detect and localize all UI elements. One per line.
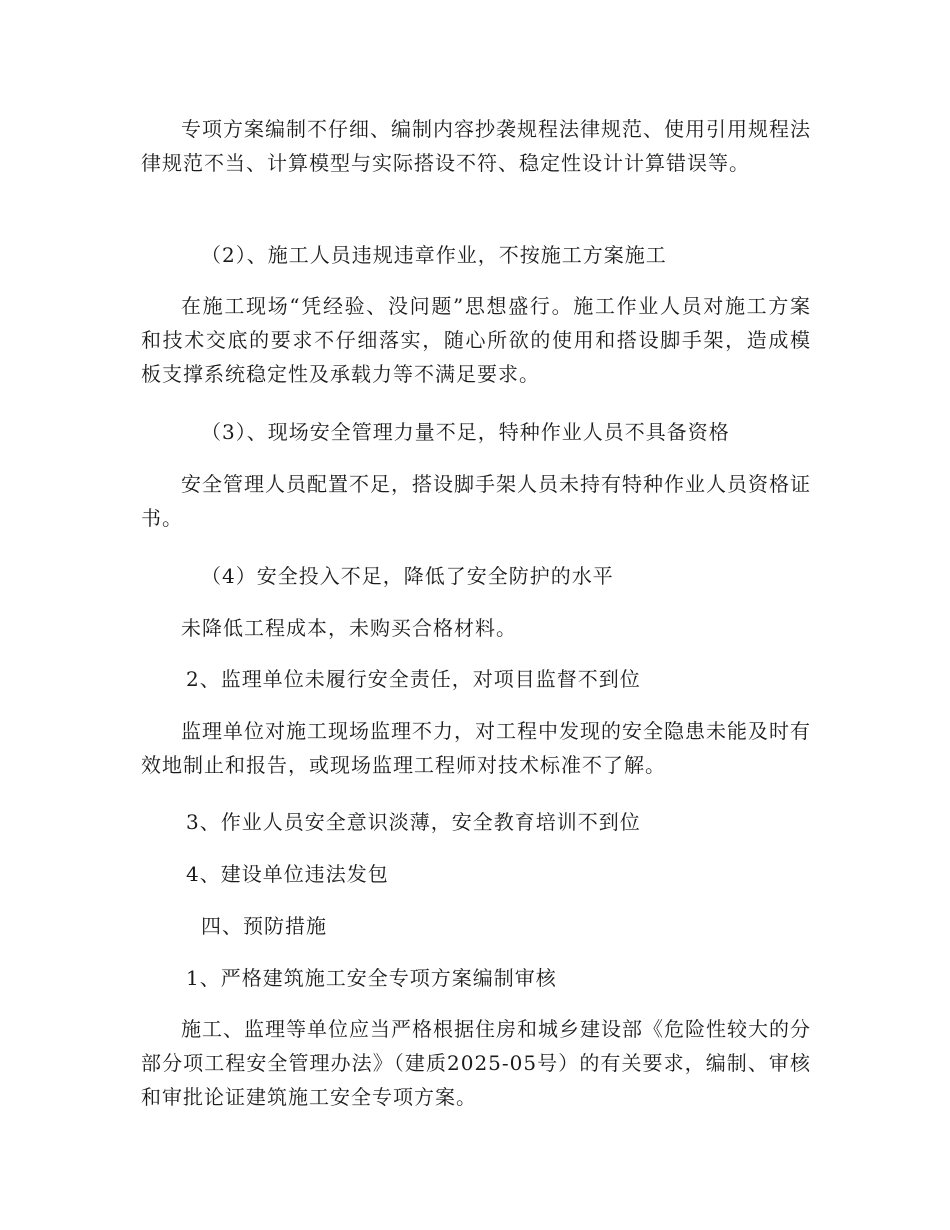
paragraph-management-staffing: 安全管理人员配置不足，搭设脚手架人员未持有特种作业人员资格证书。	[141, 472, 811, 530]
heading-prevention-measures: 四、预防措施	[201, 914, 327, 938]
heading-illegal-contracting: 4、建设单位违法发包	[186, 862, 389, 886]
heading-plan-review: 1、严格建筑施工安全专项方案编制审核	[186, 966, 557, 990]
heading-construction-violations: （2）、施工人员违规违章作业，不按施工方案施工	[201, 243, 667, 267]
paragraph-supervision-failures: 监理单位对施工现场监理不力，对工程中发现的安全隐患未能及时有效地制止和报告，或现场监理工程师对技术标准不了解。	[141, 719, 811, 777]
heading-safety-management-shortage: （3）、现场安全管理力量不足，特种作业人员不具备资格	[201, 420, 730, 444]
heading-worker-awareness: 3、作业人员安全意识淡薄，安全教育培训不到位	[186, 810, 641, 834]
paragraph-special-plan-errors: 专项方案编制不仔细、编制内容抄袭规程法律规范、使用引用规程法律规范不当、计算模型与实际搭设不符、稳定性设计计算错误等。	[141, 117, 811, 175]
paragraph-cost-materials: 未降低工程成本，未购买合格材料。	[181, 616, 517, 640]
heading-safety-investment: （4）安全投入不足，降低了安全防护的水平	[201, 564, 614, 588]
paragraph-experience-mindset: 在施工现场“凭经验、没问题”思想盛行。施工作业人员对施工方案和技术交底的要求不仔细落实，随心所欲的使用和搭设脚手架，造成模板支撑系统稳定性及承载力等不满足要求。	[141, 294, 811, 386]
paragraph-ministry-requirements: 施工、监理等单位应当严格根据住房和城乡建设部《危险性较大的分部分项工程安全管理办法》（建质2025-05号）的有关要求，编制、审核和审批论证建筑施工安全专项方案。	[141, 1017, 811, 1109]
heading-supervision-unit: 2、监理单位未履行安全责任，对项目监督不到位	[186, 667, 641, 691]
